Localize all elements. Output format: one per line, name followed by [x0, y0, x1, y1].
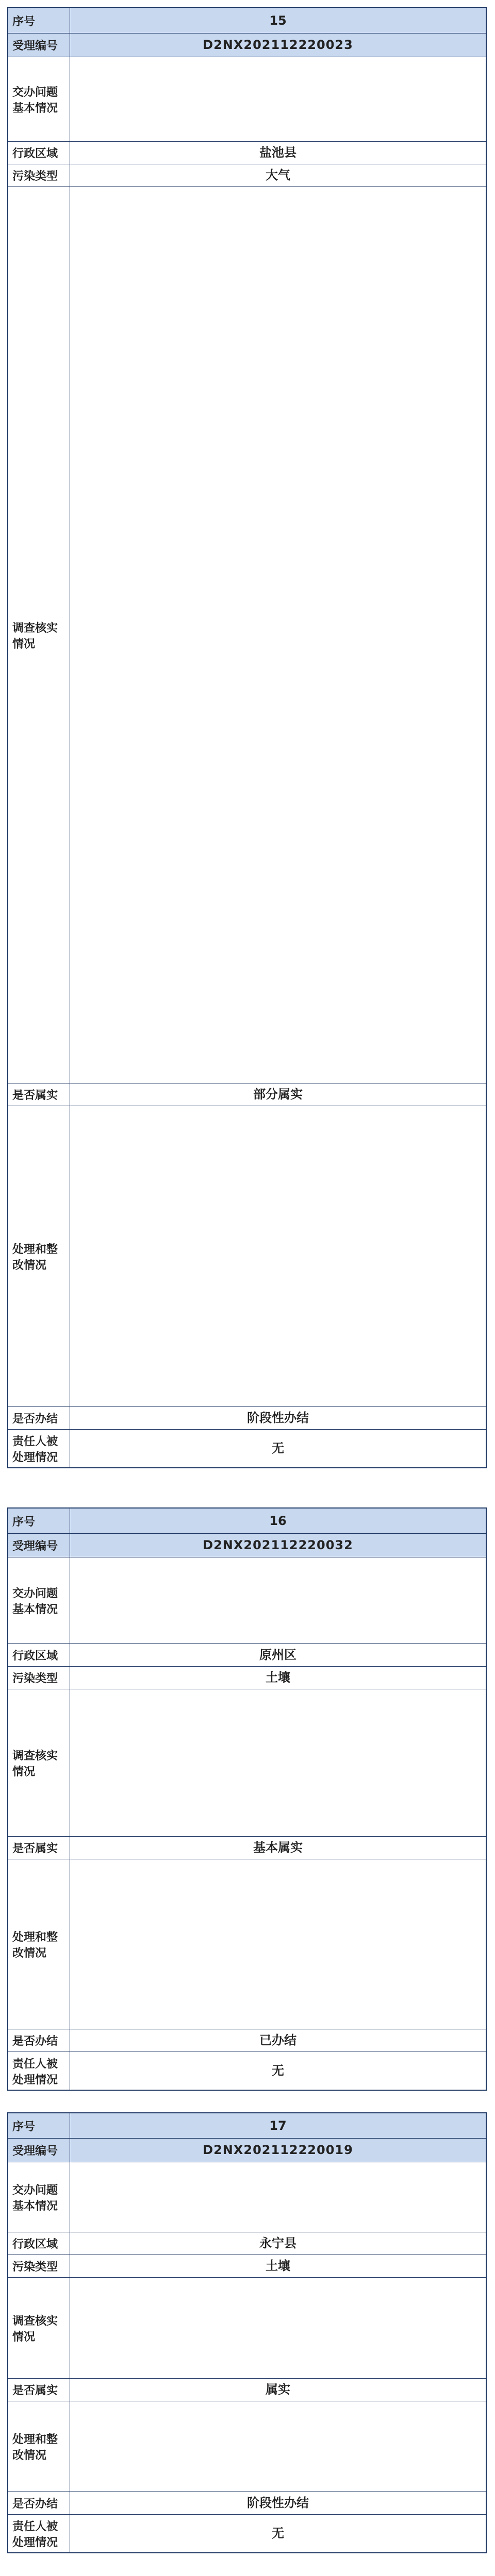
row-is-true [8, 1083, 486, 1106]
label-closed: 是否办结 [8, 2492, 70, 2514]
value-is-true: 属实 [266, 2382, 290, 2397]
label-basic-info: 交办问题基本情况 [8, 2162, 70, 2232]
value-seq: 17 [269, 2118, 287, 2133]
row-basic-info [8, 57, 486, 141]
value-seq: 16 [269, 1513, 287, 1528]
row-region [8, 141, 486, 164]
row-region [8, 1643, 486, 1666]
row-pollution-type [8, 1666, 486, 1689]
value-region: 原州区 [259, 1648, 296, 1662]
label-is-true: 是否属实 [8, 2379, 70, 2401]
value-pollution-type: 大气 [266, 168, 290, 182]
value-responsible: 无 [272, 1441, 284, 1455]
label-pollution-type: 污染类型 [8, 1667, 70, 1689]
label-pollution-type: 污染类型 [8, 164, 70, 187]
row-is-true [8, 2378, 486, 2401]
label-acceptance-no: 受理编号 [8, 33, 70, 57]
record-17 [7, 2112, 487, 2553]
label-seq: 序号 [8, 2113, 70, 2138]
record-15 [7, 7, 487, 1468]
value-investigation [70, 1689, 486, 1836]
value-closed: 阶段性办结 [247, 1411, 309, 1425]
value-responsible: 无 [272, 2526, 284, 2540]
label-responsible: 责任人被处理情况 [8, 2515, 70, 2552]
row-seq [8, 2113, 486, 2138]
value-handling [70, 1859, 486, 2029]
row-handling [8, 2401, 486, 2492]
label-handling: 处理和整改情况 [8, 1106, 70, 1406]
row-pollution-type [8, 164, 486, 187]
label-investigation: 调查核实情况 [8, 1689, 70, 1836]
row-basic-info [8, 1557, 486, 1643]
row-acceptance-no [8, 2138, 486, 2162]
label-investigation: 调查核实情况 [8, 187, 70, 1083]
value-is-true: 部分属实 [253, 1087, 303, 1101]
row-region [8, 2232, 486, 2255]
row-acceptance-no [8, 1533, 486, 1557]
value-basic-info [70, 2162, 486, 2232]
row-responsible [8, 2052, 486, 2090]
value-region: 永宁县 [259, 2236, 296, 2250]
label-responsible: 责任人被处理情况 [8, 2052, 70, 2090]
label-region: 行政区域 [8, 1644, 70, 1666]
label-acceptance-no: 受理编号 [8, 1534, 70, 1557]
label-responsible: 责任人被处理情况 [8, 1430, 70, 1467]
label-closed: 是否办结 [8, 1407, 70, 1429]
row-acceptance-no [8, 33, 486, 57]
row-closed [8, 1406, 486, 1429]
row-investigation [8, 2277, 486, 2378]
value-pollution-type: 土壤 [266, 2259, 290, 2273]
label-seq: 序号 [8, 1509, 70, 1533]
label-seq: 序号 [8, 8, 70, 33]
row-seq [8, 8, 486, 33]
value-closed: 已办结 [259, 2033, 296, 2047]
label-region: 行政区域 [8, 2232, 70, 2255]
value-seq: 15 [269, 13, 287, 28]
label-pollution-type: 污染类型 [8, 2255, 70, 2277]
label-basic-info: 交办问题基本情况 [8, 1557, 70, 1643]
value-handling [70, 2401, 486, 2492]
value-acceptance-no: D2NX202112220023 [203, 38, 353, 52]
row-handling [8, 1106, 486, 1406]
value-closed: 阶段性办结 [247, 2496, 309, 2510]
value-region: 盐池县 [259, 145, 296, 160]
value-basic-info [70, 1557, 486, 1643]
value-basic-info [70, 57, 486, 141]
value-acceptance-no: D2NX202112220019 [203, 2143, 353, 2157]
row-responsible [8, 2514, 486, 2552]
value-investigation [70, 2278, 486, 2378]
label-handling: 处理和整改情况 [8, 2401, 70, 2492]
label-region: 行政区域 [8, 142, 70, 164]
row-handling [8, 1859, 486, 2029]
value-acceptance-no: D2NX202112220032 [203, 1538, 353, 1552]
label-acceptance-no: 受理编号 [8, 2139, 70, 2162]
label-is-true: 是否属实 [8, 1837, 70, 1859]
row-investigation [8, 187, 486, 1083]
label-handling: 处理和整改情况 [8, 1859, 70, 2029]
row-closed [8, 2492, 486, 2514]
value-investigation [70, 187, 486, 1083]
label-closed: 是否办结 [8, 2029, 70, 2052]
value-pollution-type: 土壤 [266, 1670, 290, 1685]
value-responsible: 无 [272, 2063, 284, 2078]
row-investigation [8, 1689, 486, 1836]
value-handling [70, 1106, 486, 1406]
label-is-true: 是否属实 [8, 1083, 70, 1106]
row-seq [8, 1509, 486, 1533]
row-responsible [8, 1429, 486, 1467]
row-closed [8, 2029, 486, 2052]
label-basic-info: 交办问题基本情况 [8, 57, 70, 141]
row-is-true [8, 1836, 486, 1859]
row-basic-info [8, 2162, 486, 2232]
value-is-true: 基本属实 [253, 1840, 303, 1855]
row-pollution-type [8, 2255, 486, 2277]
label-investigation: 调查核实情况 [8, 2278, 70, 2378]
record-16 [7, 1507, 487, 2091]
